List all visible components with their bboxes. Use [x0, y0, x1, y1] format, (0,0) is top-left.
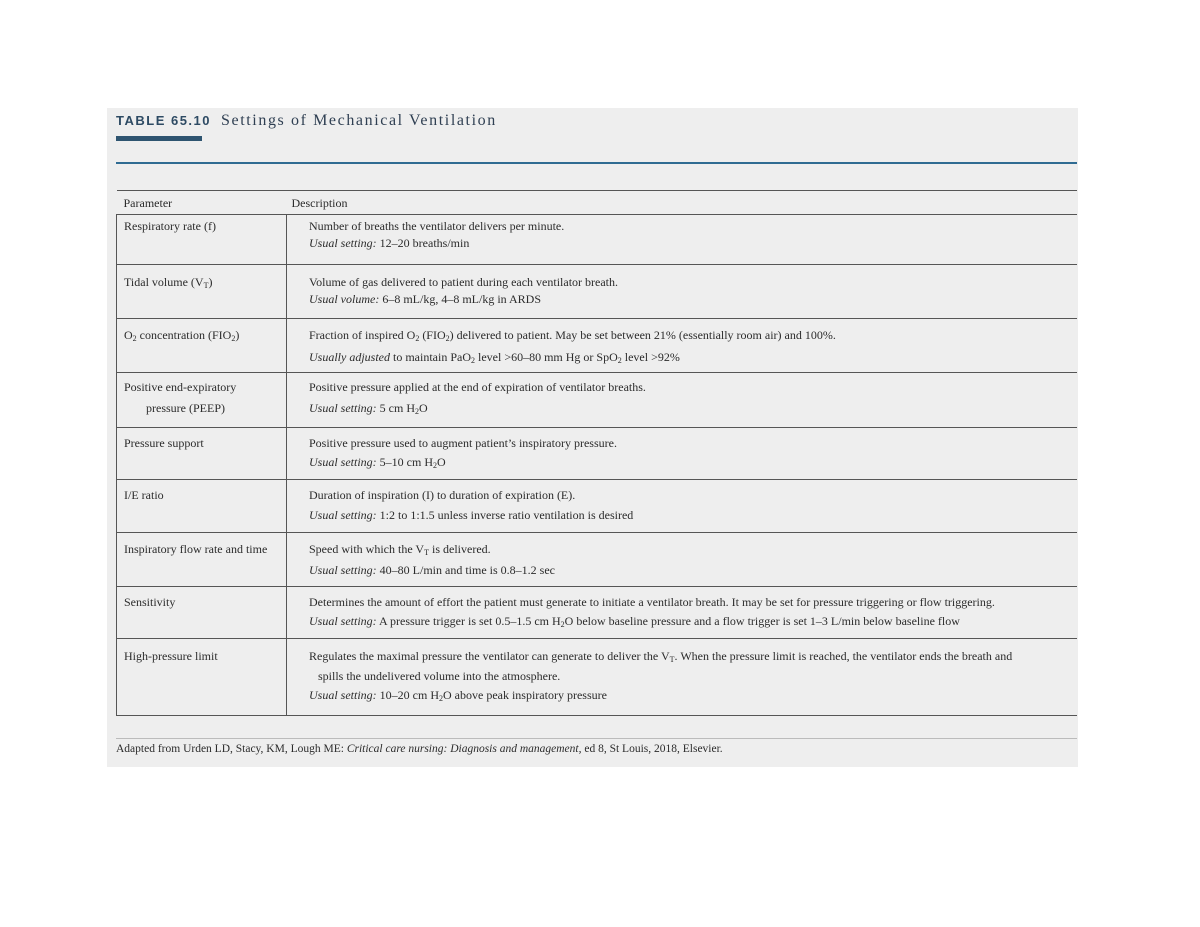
source-text-end: ed 8, St Louis, 2018, Elsevier. — [581, 743, 723, 755]
parameter-name: High-pressure limit — [124, 649, 218, 663]
source-book-title: Critical care nursing: Diagnosis and management, — [346, 743, 582, 755]
parameter-name — [124, 328, 239, 342]
usual-value: level >92% — [621, 350, 680, 364]
description-subscript: T — [424, 548, 429, 557]
usual-setting — [309, 291, 1070, 308]
description-text: Number of breaths the ventilator delivers per minute. — [309, 219, 565, 233]
description-text — [309, 648, 1070, 665]
parameter-cell — [117, 373, 287, 428]
usual-value: O — [437, 455, 446, 469]
table-row — [117, 319, 1078, 373]
parameter-cell — [117, 533, 287, 587]
table-row — [117, 533, 1078, 587]
description-subscript: T — [669, 655, 675, 664]
parameter-text: Tidal volume (V — [124, 275, 204, 289]
parameter-name: Inspiratory flow rate and time — [124, 542, 268, 556]
usual-value: 40–80 L/min and time is 0.8–1.2 sec — [376, 563, 555, 577]
usual-value: O — [419, 401, 428, 415]
table-row — [117, 480, 1078, 533]
usual-setting — [309, 507, 1070, 524]
parameter-name — [124, 275, 212, 289]
ventilation-settings-table — [116, 190, 1077, 716]
usual-setting — [309, 562, 1070, 579]
parameter-cell — [117, 480, 287, 533]
usual-value: O below baseline pressure and a flow trigger is set 1–3 L/min below baseline flow — [564, 614, 960, 628]
description-subscript: 2 — [445, 334, 450, 343]
description-cell — [287, 587, 1078, 639]
usual-value: 1:2 to 1:1.5 unless inverse ratio ventilation is desired — [376, 508, 634, 522]
table-row — [117, 265, 1078, 319]
parameter-subscript: 2 — [132, 334, 137, 343]
usual-value: to maintain PaO — [390, 350, 471, 364]
usual-label: Usual setting: — [309, 614, 377, 628]
usual-setting — [309, 235, 1070, 252]
description-text — [309, 541, 1070, 558]
usual-setting — [309, 400, 1070, 417]
usual-label: Usual setting: — [309, 401, 377, 415]
parameter-cell — [117, 319, 287, 373]
usual-subscript: 2 — [415, 407, 419, 416]
table-row — [117, 428, 1078, 480]
usual-label: Usual setting: — [309, 236, 377, 250]
table-row — [117, 639, 1078, 716]
table-title: Settings of Mechanical Ventilation — [221, 112, 497, 129]
usual-value: 10–20 cm H — [376, 688, 439, 702]
parameter-cell — [117, 639, 287, 716]
table-heading — [116, 112, 497, 130]
usual-value: 5–10 cm H — [376, 455, 433, 469]
description-part: Fraction of inspired O — [309, 328, 416, 342]
header-parameter: Parameter — [117, 191, 287, 215]
parameter-cell — [117, 428, 287, 480]
parameter-name-continued: pressure (PEEP) — [146, 401, 225, 415]
usual-label: Usual setting: — [309, 563, 377, 577]
parameter-name: Pressure support — [124, 436, 204, 450]
usual-subscript: 2 — [617, 356, 622, 365]
parameter-name: Positive end-expiratory — [124, 380, 237, 394]
description-part: (FIO — [419, 328, 446, 342]
parameter-subscript: T — [203, 281, 209, 290]
table-header-row — [117, 191, 1078, 215]
usual-setting — [309, 687, 1070, 704]
parameter-subscript: 2 — [231, 334, 236, 343]
parameter-name: Sensitivity — [124, 595, 176, 609]
description-text: Positive pressure applied at the end of expiration of ventilator breaths. — [309, 380, 646, 394]
parameter-name: Respiratory rate (f) — [124, 219, 216, 233]
table-number: TABLE 65.10 — [116, 113, 212, 128]
parameter-text: concentration (FIO — [136, 328, 232, 342]
usual-setting — [309, 349, 1070, 366]
usual-value: level >60–80 mm Hg or SpO — [475, 350, 618, 364]
parameter-text-end: ) — [208, 275, 213, 289]
usual-setting — [309, 454, 1070, 471]
parameter-text-end: ) — [235, 328, 240, 342]
description-text — [309, 327, 1070, 344]
description-part: Regulates the maximal pressure the ventilator can generate to deliver the V — [309, 649, 670, 663]
description-text-continued: spills the undelivered volume into the atmosphere. — [318, 669, 561, 683]
usual-value: 6–8 mL/kg, 4–8 mL/kg in ARDS — [379, 292, 542, 306]
parameter-cell — [117, 215, 287, 265]
title-accent-bar — [116, 136, 202, 141]
description-text: Volume of gas delivered to patient during each ventilator breath. — [309, 275, 619, 289]
description-cell — [287, 373, 1078, 428]
parameter-cell — [117, 587, 287, 639]
title-rule — [116, 162, 1077, 164]
description-text: Determines the amount of effort the patient must generate to initiate a ventilator breath. It may be set for pressure triggering or flow triggering. — [309, 595, 995, 609]
table-row — [117, 587, 1078, 639]
table-row — [117, 373, 1078, 428]
table-row — [117, 215, 1078, 265]
usual-subscript: 2 — [439, 694, 443, 703]
description-cell — [287, 319, 1078, 373]
header-description: Description — [287, 191, 1078, 215]
description-text: Positive pressure used to augment patient’s inspiratory pressure. — [309, 436, 617, 450]
description-part: is delivered. — [429, 542, 491, 556]
usual-label: Usual setting: — [309, 508, 377, 522]
description-cell — [287, 533, 1078, 587]
table-panel — [107, 108, 1078, 767]
description-cell — [287, 265, 1078, 319]
usual-label: Usually adjusted — [309, 350, 390, 364]
source-citation — [116, 743, 723, 755]
parameter-name: I/E ratio — [124, 488, 164, 502]
usual-value: A pressure trigger is set 0.5–1.5 cm H — [376, 614, 561, 628]
description-subscript: 2 — [415, 334, 420, 343]
source-text: Adapted from Urden LD, Stacy, KM, Lough ME: — [116, 743, 347, 755]
description-part: ) delivered to patient. May be set between 21% (essentially room air) and 100%. — [449, 328, 836, 342]
usual-label: Usual setting: — [309, 688, 377, 702]
description-cell — [287, 428, 1078, 480]
description-part: . When the pressure limit is reached, the ventilator ends the breath and — [674, 649, 1013, 663]
usual-value: 12–20 breaths/min — [376, 236, 470, 250]
usual-label: Usual setting: — [309, 455, 377, 469]
usual-value: 5 cm H — [376, 401, 415, 415]
description-cell — [287, 480, 1078, 533]
description-cell — [287, 215, 1078, 265]
description-text: Duration of inspiration (I) to duration of expiration (E). — [309, 488, 576, 502]
source-rule — [116, 738, 1077, 739]
usual-label: Usual volume: — [309, 292, 380, 306]
usual-setting — [309, 613, 1070, 630]
usual-subscript: 2 — [560, 620, 565, 629]
usual-value: O above peak inspiratory pressure — [443, 688, 607, 702]
parameter-cell — [117, 265, 287, 319]
parameter-text: O — [124, 328, 133, 342]
description-cell — [287, 639, 1078, 716]
usual-subscript: 2 — [471, 356, 475, 365]
usual-subscript: 2 — [433, 461, 437, 470]
description-part: Speed with which the V — [309, 542, 425, 556]
